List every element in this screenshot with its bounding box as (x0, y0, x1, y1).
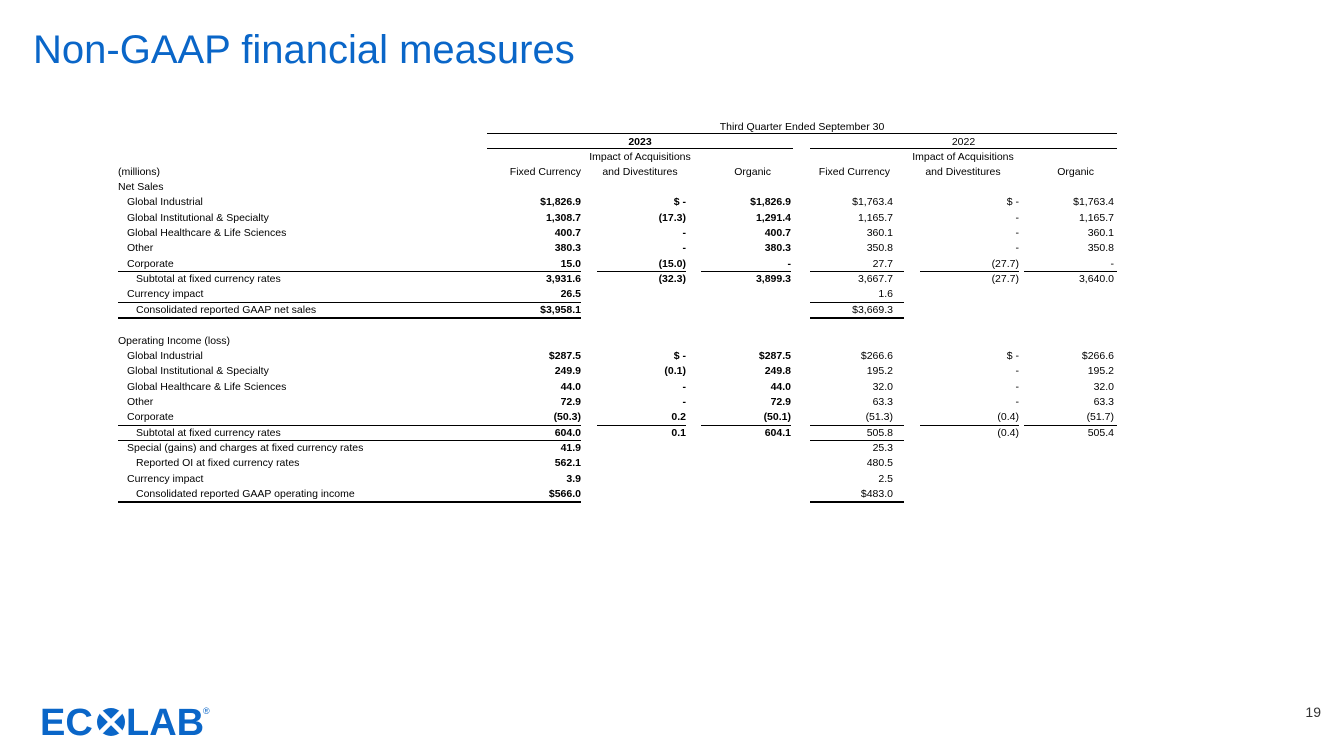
year-2023-rule (487, 148, 793, 149)
organic-header-2023: Organic (734, 166, 771, 178)
cell-value: 0.2 (671, 411, 686, 424)
period-header: Third Quarter Ended September 30 (719, 121, 885, 133)
impact-header-2023-line2: and Divestitures (602, 166, 678, 178)
cell-value: 72.9 (560, 395, 581, 408)
cell-value: 44.0 (560, 380, 581, 393)
cell-value: $1,763.4 (1073, 196, 1114, 209)
cell-value: (27.7) (991, 257, 1019, 270)
cell-value: - (682, 227, 686, 240)
cell-value: 2.5 (878, 472, 893, 485)
year-2023-header: 2023 (628, 136, 652, 148)
logo-o-mark (97, 708, 125, 736)
impact-header-2022-line1: Impact of Acquisitions (912, 151, 1014, 163)
section-rule (118, 440, 581, 441)
row-label: Global Industrial (127, 349, 203, 362)
cell-value: 1,291.4 (755, 211, 791, 224)
cell-value: $3,958.1 (540, 303, 581, 316)
row-label: Other (127, 395, 154, 408)
cell-value: 72.9 (770, 395, 791, 408)
cell-value: 350.8 (866, 242, 893, 255)
total-rule (810, 317, 904, 319)
cell-value: (15.0) (658, 257, 686, 270)
cell-value: (32.3) (658, 273, 686, 286)
cell-value: $483.0 (860, 488, 893, 500)
cell-value: (50.1) (763, 411, 791, 424)
ecolab-logo (40, 701, 215, 741)
cell-value: (17.3) (658, 211, 686, 224)
cell-value: $1,763.4 (852, 196, 893, 209)
subtotal-rule (701, 271, 791, 272)
cell-value: - (1015, 227, 1019, 240)
subtotal-rule (597, 271, 686, 272)
row-label: Global Institutional & Specialty (127, 365, 269, 378)
cell-value: $287.5 (548, 349, 581, 362)
organic-header-2022: Organic (1057, 166, 1094, 178)
subtotal-rule (810, 425, 904, 426)
cell-value: $287.5 (758, 349, 791, 362)
cell-value: (27.7) (991, 273, 1019, 286)
cell-value: 505.4 (1087, 426, 1114, 439)
section-rule (810, 302, 904, 303)
cell-value: 3,667.7 (857, 273, 893, 286)
cell-value: 0.1 (671, 426, 686, 439)
cell-value: 380.3 (764, 242, 791, 255)
cell-value: 380.3 (554, 242, 581, 255)
cell-value: $ - (673, 196, 686, 209)
cell-value: 26.5 (560, 288, 581, 301)
logo-registered-mark: ® (203, 706, 210, 716)
row-label: Corporate (127, 411, 174, 424)
subtotal-rule (487, 271, 581, 272)
subtotal-rule (1024, 425, 1117, 426)
cell-value: (50.3) (553, 411, 581, 424)
impact-header-2022-line2: and Divestitures (925, 166, 1001, 178)
subtotal-rule (701, 425, 791, 426)
fixed-header-2022: Fixed Currency (818, 166, 890, 178)
impact-header-2023-line1: Impact of Acquisitions (589, 151, 691, 163)
cell-value: 3,640.0 (1078, 273, 1114, 286)
cell-value: 604.1 (764, 426, 791, 439)
header-rule (487, 133, 1117, 134)
year-2022-rule (810, 148, 1117, 149)
cell-value: - (1015, 395, 1019, 408)
section-rule (810, 440, 904, 441)
cell-value: 41.9 (560, 441, 581, 454)
cell-value: - (1015, 242, 1019, 255)
row-label: Subtotal at fixed currency rates (136, 273, 281, 286)
row-label: Operating Income (loss) (118, 334, 231, 347)
year-2022-header: 2022 (951, 136, 976, 148)
section-rule (118, 302, 581, 303)
cell-value: (0.1) (664, 365, 686, 378)
cell-value: 3.9 (566, 472, 581, 485)
cell-value: (51.7) (1086, 411, 1114, 424)
cell-value: 400.7 (554, 227, 581, 240)
cell-value: 1,165.7 (1078, 211, 1114, 224)
subtotal-rule (920, 271, 1019, 272)
cell-value: (0.4) (997, 411, 1019, 424)
cell-value: (0.4) (997, 426, 1019, 439)
subtotal-rule (810, 271, 904, 272)
cell-value: 562.1 (554, 457, 581, 470)
cell-value: 15.0 (560, 257, 581, 270)
page-number: 19 (1305, 704, 1321, 720)
row-label: Reported OI at fixed currency rates (136, 457, 300, 470)
units-label: (millions) (118, 166, 160, 178)
cell-value: $1,826.9 (750, 196, 791, 209)
cell-value: 1,308.7 (545, 211, 581, 224)
cell-value: $566.0 (548, 488, 581, 500)
row-label: Subtotal at fixed currency rates (136, 426, 281, 439)
cell-value: 249.8 (764, 365, 791, 378)
subtotal-rule (920, 425, 1019, 426)
cell-value: - (787, 257, 791, 270)
cell-value: 32.0 (1093, 380, 1114, 393)
row-label: Currency impact (127, 472, 204, 485)
cell-value: - (1015, 380, 1019, 393)
logo-text-lab: LAB (126, 702, 205, 741)
row-label: Consolidated reported GAAP net sales (136, 303, 317, 316)
cell-value: - (1015, 365, 1019, 378)
cell-value: 480.5 (866, 457, 893, 470)
cell-value: $ - (1006, 196, 1019, 209)
cell-value: 32.0 (872, 380, 893, 393)
cell-value: $ - (673, 349, 686, 362)
row-label: Global Healthcare & Life Sciences (127, 227, 287, 240)
row-label: Global Industrial (127, 196, 203, 209)
row-label: Global Institutional & Specialty (127, 211, 269, 224)
cell-value: 3,899.3 (755, 273, 791, 286)
cell-value: 604.0 (554, 426, 581, 439)
cell-value: 63.3 (1093, 395, 1114, 408)
cell-value: 360.1 (1087, 227, 1114, 240)
row-label: Corporate (127, 257, 174, 270)
row-label: Other (127, 242, 154, 255)
cell-value: - (682, 395, 686, 408)
cell-value: 400.7 (764, 227, 791, 240)
cell-value: - (1110, 257, 1114, 270)
cell-value: 25.3 (872, 441, 893, 454)
cell-value: 195.2 (1087, 365, 1114, 378)
page-title: Non-GAAP financial measures (33, 28, 575, 72)
row-label: Special (gains) and charges at fixed currency rates (127, 441, 364, 454)
cell-value: 505.8 (866, 426, 893, 439)
subtotal-rule (597, 425, 686, 426)
cell-value: - (682, 380, 686, 393)
cell-value: 1.6 (878, 288, 893, 301)
cell-value: 63.3 (872, 395, 893, 408)
cell-value: $ - (1006, 349, 1019, 362)
cell-value: $266.6 (860, 349, 893, 362)
cell-value: 27.7 (872, 257, 893, 270)
total-rule (118, 501, 581, 503)
row-label: Global Healthcare & Life Sciences (127, 380, 287, 393)
total-rule (810, 501, 904, 503)
cell-value: 44.0 (770, 380, 791, 393)
cell-value: 3,931.6 (545, 273, 581, 286)
cell-value: 195.2 (866, 365, 893, 378)
cell-value: 360.1 (866, 227, 893, 240)
cell-value: 249.9 (554, 365, 581, 378)
total-rule (118, 317, 581, 319)
row-label: Consolidated reported GAAP operating income (136, 488, 355, 500)
row-label: Net Sales (118, 181, 164, 193)
cell-value: (51.3) (865, 411, 893, 424)
subtotal-rule (487, 425, 581, 426)
cell-value: $266.6 (1081, 349, 1114, 362)
row-label: Currency impact (127, 288, 204, 301)
cell-value: 1,165.7 (857, 211, 893, 224)
cell-value: 350.8 (1087, 242, 1114, 255)
fixed-header-2023: Fixed Currency (509, 166, 581, 178)
cell-value: - (682, 242, 686, 255)
logo-text-ec: EC (40, 702, 93, 741)
cell-value: - (1015, 211, 1019, 224)
subtotal-rule (1024, 271, 1117, 272)
cell-value: $3,669.3 (852, 303, 893, 316)
cell-value: $1,826.9 (540, 196, 581, 209)
